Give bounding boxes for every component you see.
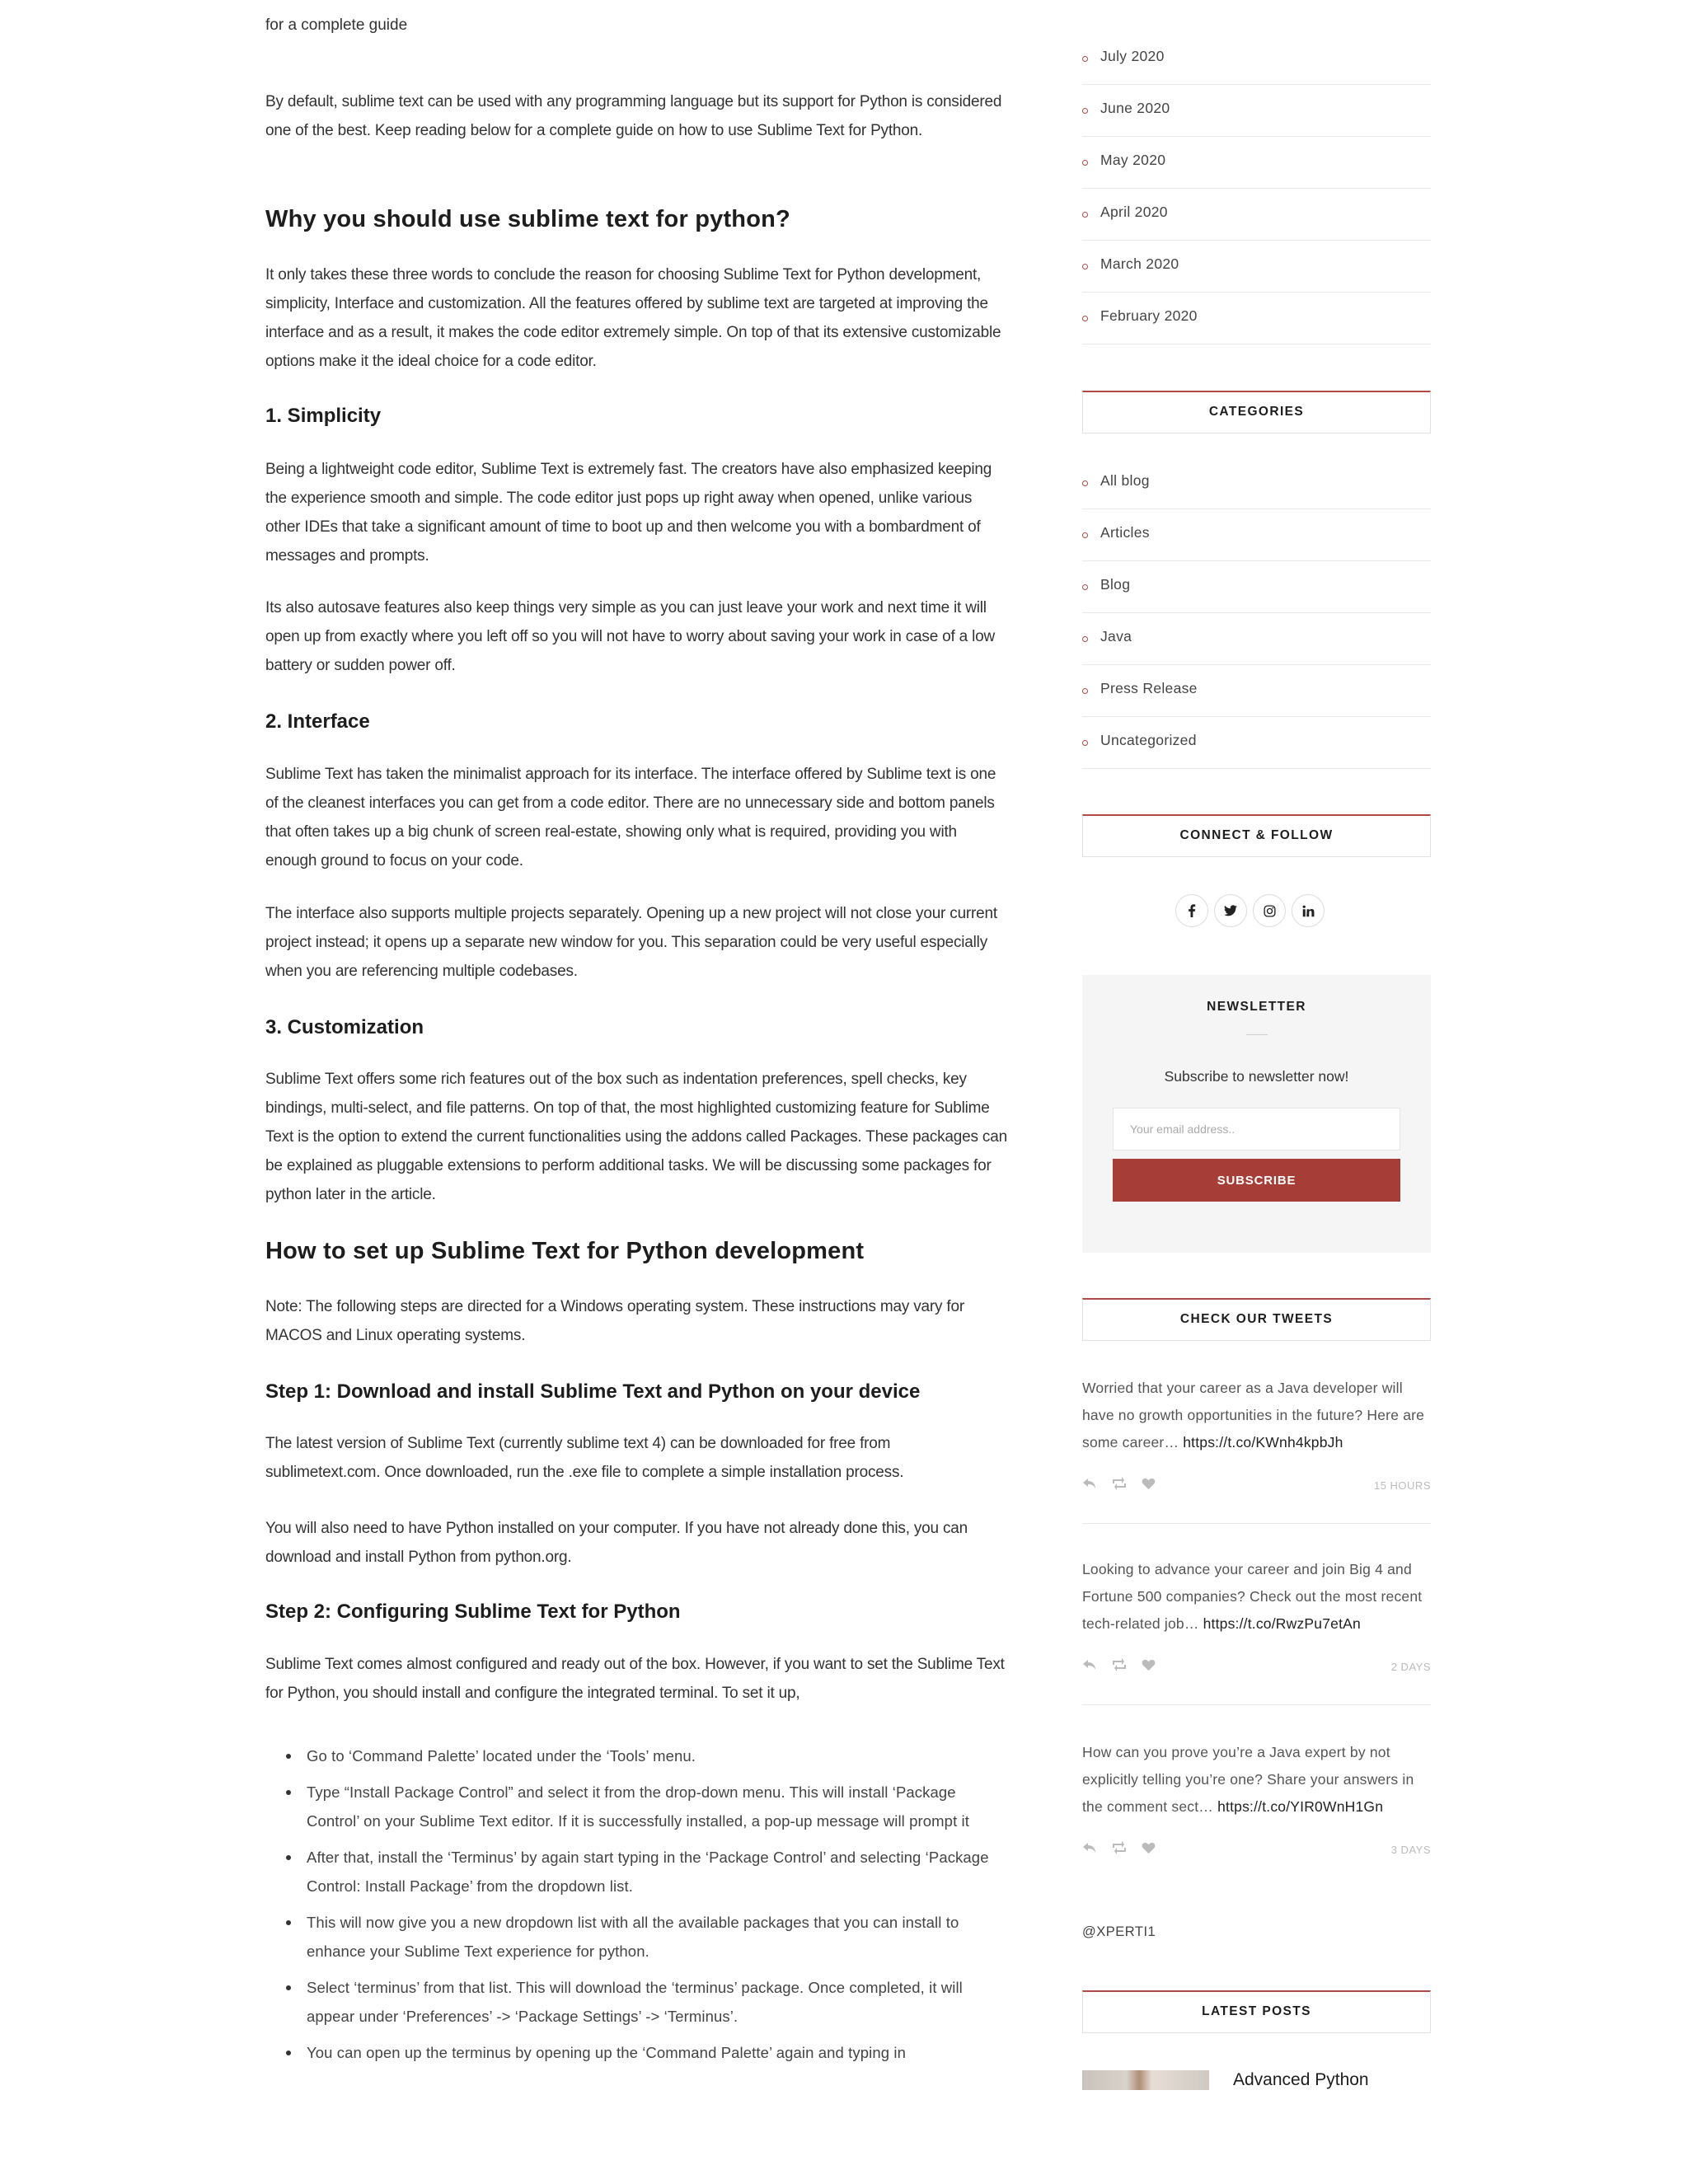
tweet-item xyxy=(1082,1375,1431,1524)
archive-item[interactable]: February 2020 xyxy=(1082,293,1431,344)
paragraph-interface-1: Sublime Text has taken the minimalist approach for its interface. The interface offered by Sublime text is one of the cleanest interfaces you can get from a code editor. There are no unnecessary side and bottom panels that often takes up a big chunk of screen real-estate, showing only what is required, providing you with enough ground to focus on your code. xyxy=(265,766,996,869)
tweet-text: Looking to advance your career and join Big 4 and Fortune 500 companies? Check out the most recent tech-related job… https://t.co/RwzPu7etAn xyxy=(1082,1561,1423,1632)
list-item: Type “Install Package Control” and select it from the drop-down menu. This will install ‘Package Control’ on your Sublime Text editor. If it is successfully installed, a pop-up message will prompt it xyxy=(307,1778,1007,1835)
bullet-icon xyxy=(1082,212,1088,218)
category-item[interactable]: Blog xyxy=(1082,561,1431,613)
tweet-link[interactable]: https://t.co/KWnh4kpbJh xyxy=(1183,1434,1343,1451)
retweet-icon[interactable] xyxy=(1112,1659,1127,1675)
list-item: Select ‘terminus’ from that list. This will download the ‘terminus’ package. Once completed, it will appear under ‘Preferences’ -> ‘Package Settings’ -> ‘Terminus’. xyxy=(307,1973,1007,2031)
archives-list xyxy=(1082,33,1431,344)
email-input[interactable] xyxy=(1113,1108,1400,1151)
twitter-handle[interactable]: @XPERTI1 xyxy=(1082,1924,1156,1939)
latest-posts-title: LATEST POSTS xyxy=(1082,1990,1431,2033)
category-item[interactable]: Press Release xyxy=(1082,665,1431,717)
archive-item[interactable]: April 2020 xyxy=(1082,189,1431,241)
bullet-icon xyxy=(1082,108,1088,114)
connect-follow-title: CONNECT & FOLLOW xyxy=(1082,814,1431,857)
bullet-icon xyxy=(1082,532,1088,538)
list-item: This will now give you a new dropdown list with all the available packages that you can install to enhance your Sublime Text experience for python. xyxy=(307,1908,1007,1966)
category-item[interactable]: Java xyxy=(1082,613,1431,665)
list-item: Go to ‘Command Palette’ located under the ‘Tools’ menu. xyxy=(307,1741,1007,1770)
tweet-time: 15 HOURS xyxy=(1373,1479,1431,1492)
category-item[interactable]: All blog xyxy=(1082,457,1431,509)
paragraph-note: Note: The following steps are directed for a Windows operating system. These instructions may vary for MACOS and Linux operating systems. xyxy=(265,1298,965,1344)
reply-icon[interactable] xyxy=(1082,1659,1097,1675)
heart-icon[interactable] xyxy=(1142,1659,1156,1675)
tweet-link[interactable]: https://t.co/YIR0WnH1Gn xyxy=(1217,1798,1384,1815)
paragraph-step-1a: The latest version of Sublime Text (currently sublime text 4) can be downloaded for free from sublimetext.com. Once downloaded, run the .exe file to complete a simple installation process. xyxy=(265,1435,904,1481)
post-thumbnail[interactable] xyxy=(1082,2070,1209,2090)
tweet-text: Worried that your career as a Java developer will have no growth opportunities in the future? Here are some career… https://t.co/KWnh4kpbJh xyxy=(1082,1380,1425,1451)
heading-setup: How to set up Sublime Text for Python development xyxy=(265,1238,865,1264)
tweet-actions xyxy=(1082,1471,1431,1504)
tweet-item xyxy=(1082,1739,1431,1887)
heading-simplicity: 1. Simplicity xyxy=(265,405,382,427)
categories-list xyxy=(1082,457,1431,769)
tweet-actions xyxy=(1082,1835,1431,1868)
paragraph-step-2: Sublime Text comes almost configured and ready out of the box. However, if you want to set the Sublime Text for Python, you should install and configure the integrated terminal. To set it up, xyxy=(265,1656,1005,1702)
category-item[interactable]: Uncategorized xyxy=(1082,717,1431,769)
tweet-time: 2 DAYS xyxy=(1390,1661,1431,1673)
heading-customization: 3. Customization xyxy=(265,1016,424,1038)
bullet-icon xyxy=(1082,688,1088,694)
list-item: After that, install the ‘Terminus’ by again start typing in the ‘Package Control’ and selecting ‘Package Control: Install Package’ from the dropdown list. xyxy=(307,1843,1007,1900)
heading-why: Why you should use sublime text for python? xyxy=(265,206,790,232)
paragraph-why: It only takes these three words to conclude the reason for choosing Sublime Text for Python development, simplicity, Interface and customization. All the features offered by sublime text are targeted at improving the interface and as a result, it makes the code editor extremely simple. On top of that its extensive customizable options make it the ideal choice for a code editor. xyxy=(265,266,1001,370)
paragraph-simplicity-1: Being a lightweight code editor, Sublime Text is extremely fast. The creators have also emphasized keeping the experience smooth and simple. The code editor just pops up right away when opened, unlike various other IDEs that take a significant amount of time to boot up and then welcome you with a bombardment of messages and prompts. xyxy=(265,461,992,565)
post-title[interactable]: Advanced Python xyxy=(1233,2070,1369,2089)
reply-icon[interactable] xyxy=(1082,1478,1097,1493)
paragraph-customization: Sublime Text offers some rich features out of the box such as indentation preferences, spell checks, key bindings, multi-select, and file patterns. On top of that, the most highlighted customizing feature for Sublime Text is the option to extend the current functionalities using the addons called Packages. These packages can be explained as pluggable extensions to perform additional tasks. We will be discussing some packages for python later in the article. xyxy=(265,1071,1007,1203)
reply-icon[interactable] xyxy=(1082,1842,1097,1858)
tweet-link[interactable]: https://t.co/RwzPu7etAn xyxy=(1203,1615,1361,1632)
linkedin-icon[interactable] xyxy=(1292,894,1325,927)
paragraph-simplicity-2: Its also autosave features also keep things very simple as you can just leave your work and next time it will open up from exactly where you left off so you will not have to worry about saving your work in case of a low battery or sudden power off. xyxy=(265,599,996,674)
paragraph-interface-2: The interface also supports multiple projects separately. Opening up a new project will not close your current project instead; it opens up a separate new window for you. This separation could be very useful especially when you are referencing multiple codebases. xyxy=(265,905,997,980)
bullet-icon xyxy=(1082,160,1088,166)
archive-item[interactable]: March 2020 xyxy=(1082,241,1431,293)
newsletter-box xyxy=(1082,975,1431,1253)
bullet-icon xyxy=(1082,740,1088,746)
clipped-text-line: for a complete guide xyxy=(265,16,408,34)
heading-interface: 2. Interface xyxy=(265,710,370,733)
paragraph-step-1b: You will also need to have Python installed on your computer. If you have not already done this, you can download and install Python from python.org. xyxy=(265,1520,968,1566)
archive-item[interactable]: June 2020 xyxy=(1082,85,1431,137)
tweet-time: 3 DAYS xyxy=(1390,1844,1431,1856)
heart-icon[interactable] xyxy=(1142,1478,1156,1494)
categories-title: CATEGORIES xyxy=(1082,391,1431,434)
bullet-icon xyxy=(1082,636,1088,642)
heading-step-1: Step 1: Download and install Sublime Text and Python on your device xyxy=(265,1380,921,1403)
tweet-text: How can you prove you’re a Java expert by not explicitly telling you’re one? Share your answers in the comment sect… https://t.co/YIR0WnH1Gn xyxy=(1082,1744,1414,1815)
facebook-icon[interactable] xyxy=(1175,894,1208,927)
bullet-icon xyxy=(1082,584,1088,590)
bullet-icon xyxy=(1082,264,1088,269)
tweets-title: CHECK OUR TWEETS xyxy=(1082,1298,1431,1341)
intro-paragraph: By default, sublime text can be used with any programming language but its support for Python is considered one of the best. Keep reading below for a complete guide on how to use Sublime Text for Python. xyxy=(265,93,1002,139)
heart-icon[interactable] xyxy=(1142,1842,1156,1858)
bullet-icon xyxy=(1082,480,1088,486)
retweet-icon[interactable] xyxy=(1112,1842,1127,1858)
retweet-icon[interactable] xyxy=(1112,1478,1127,1493)
bullet-icon xyxy=(1082,316,1088,321)
heading-step-2: Step 2: Configuring Sublime Text for Python xyxy=(265,1601,681,1623)
setup-steps-list xyxy=(265,1741,1007,2074)
twitter-icon[interactable] xyxy=(1214,894,1247,927)
archive-item[interactable]: July 2020 xyxy=(1082,33,1431,85)
divider xyxy=(1246,1034,1268,1035)
social-links xyxy=(1175,894,1325,929)
list-item: You can open up the terminus by opening up the ‘Command Palette’ again and typing in xyxy=(307,2038,1007,2067)
instagram-icon[interactable] xyxy=(1253,894,1286,927)
newsletter-subtitle: Subscribe to newsletter now! xyxy=(1164,1068,1349,1085)
tweet-actions xyxy=(1082,1652,1431,1685)
archive-item[interactable]: May 2020 xyxy=(1082,137,1431,189)
bullet-icon xyxy=(1082,56,1088,62)
newsletter-title: NEWSLETTER xyxy=(1207,1000,1306,1014)
category-item[interactable]: Articles xyxy=(1082,509,1431,561)
subscribe-button[interactable]: SUBSCRIBE xyxy=(1113,1159,1400,1202)
latest-post-item[interactable] xyxy=(1082,2070,1431,2095)
tweet-item xyxy=(1082,1556,1431,1705)
